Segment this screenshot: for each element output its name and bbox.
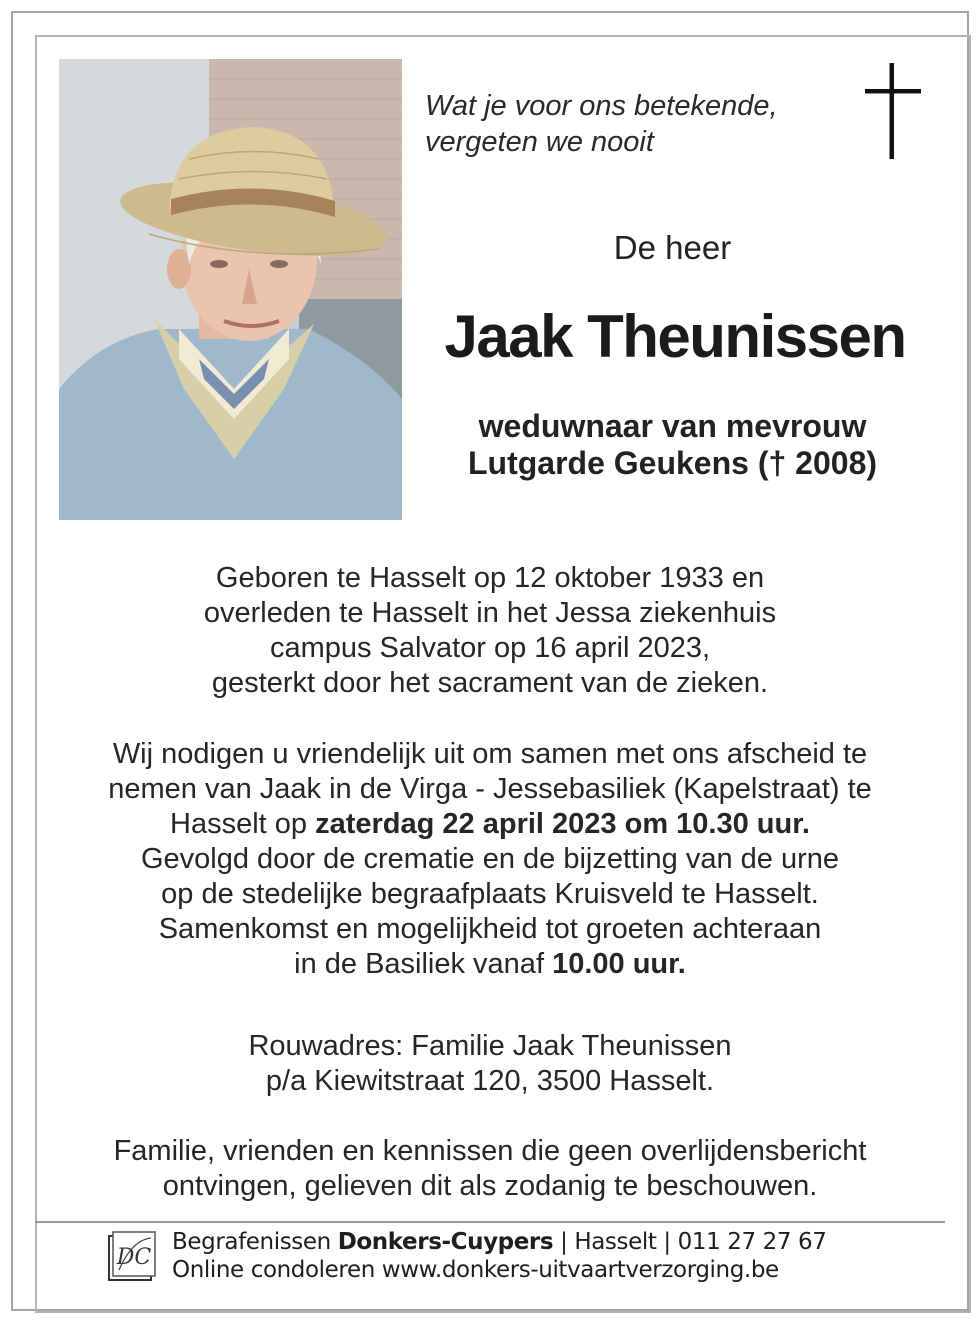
invitation-line: Gevolgd door de crematie en de bijzetting van de urne bbox=[140, 843, 840, 875]
invitation-line-date bbox=[40, 807, 940, 842]
family-notice-line: Familie, vrienden en kennissen die geen overlijdensbericht bbox=[113, 1135, 867, 1167]
honorific: De heer bbox=[613, 229, 732, 266]
memorial-quote bbox=[425, 88, 845, 160]
invitation-date-prefix: Hasselt op bbox=[170, 808, 316, 840]
logo-letters: DC bbox=[116, 1245, 152, 1270]
ceremony-datetime: zaterdag 22 april 2023 om 10.30 uur. bbox=[315, 808, 810, 840]
funeral-home-prefix: Begrafenissen bbox=[172, 1229, 338, 1255]
spouse-line-1: weduwnaar van mevrouw bbox=[478, 408, 867, 444]
birth-death-line: Geboren te Hasselt op 12 oktober 1933 en bbox=[215, 562, 765, 594]
footer-divider bbox=[35, 1221, 945, 1223]
funeral-home-city: Hasselt bbox=[574, 1229, 657, 1255]
invitation-line: nemen van Jaak in de Virga - Jessebasiliek (Kapelstraat) te bbox=[108, 773, 872, 805]
funeral-home-phone[interactable]: 011 27 27 67 bbox=[677, 1229, 827, 1255]
birth-death-line: overleden te Hasselt in het Jessa ziekenhuis bbox=[203, 597, 777, 629]
mourning-address bbox=[40, 1029, 940, 1099]
birth-death-line: gesterkt door het sacrament van de zieken. bbox=[211, 667, 769, 699]
portrait-illustration bbox=[59, 59, 402, 520]
address-line: Rouwadres: Familie Jaak Theunissen bbox=[248, 1030, 732, 1062]
quote-line-1: Wat je voor ons betekende, bbox=[425, 90, 778, 122]
invitation-line-time bbox=[40, 947, 940, 982]
quote-line-2: vergeten we nooit bbox=[425, 126, 654, 158]
deceased-name: Jaak Theunissen bbox=[444, 303, 906, 370]
family-notice bbox=[40, 1134, 940, 1204]
funeral-home-footer bbox=[172, 1228, 892, 1284]
footer-separator: | bbox=[553, 1229, 575, 1255]
condolence-website-link[interactable]: www.donkers-uitvaartverzorging.be bbox=[381, 1257, 779, 1283]
invitation-line: op de stedelijke begraafplaats Kruisveld te Hasselt. bbox=[161, 878, 819, 910]
funeral-home-logo bbox=[107, 1230, 157, 1282]
invitation-paragraph bbox=[40, 737, 940, 982]
cross-icon bbox=[865, 63, 921, 159]
birth-death-line: campus Salvator op 16 april 2023, bbox=[269, 632, 711, 664]
condolence-label: Online condoleren bbox=[172, 1257, 382, 1283]
address-line: p/a Kiewitstraat 120, 3500 Hasselt. bbox=[265, 1065, 715, 1097]
invitation-line: Samenkomst en mogelijkheid tot groeten achteraan bbox=[158, 913, 822, 945]
invitation-time-prefix: in de Basiliek vanaf bbox=[294, 948, 553, 980]
footer-separator: | bbox=[656, 1229, 678, 1255]
gathering-time: 10.00 uur. bbox=[552, 948, 686, 980]
spouse-line-2: Lutgarde Geukens († 2008) bbox=[467, 445, 878, 481]
portrait-photo bbox=[59, 59, 402, 520]
footer-row-online bbox=[172, 1256, 892, 1284]
spouse-info bbox=[430, 408, 915, 482]
birth-death-paragraph bbox=[40, 561, 940, 701]
funeral-home-name: Donkers-Cuypers bbox=[337, 1229, 554, 1255]
invitation-line: Wij nodigen u vriendelijk uit om samen met ons afscheid te bbox=[112, 738, 868, 770]
footer-row-contact bbox=[172, 1228, 892, 1256]
family-notice-line: ontvingen, gelieven dit als zodanig te beschouwen. bbox=[162, 1170, 818, 1202]
